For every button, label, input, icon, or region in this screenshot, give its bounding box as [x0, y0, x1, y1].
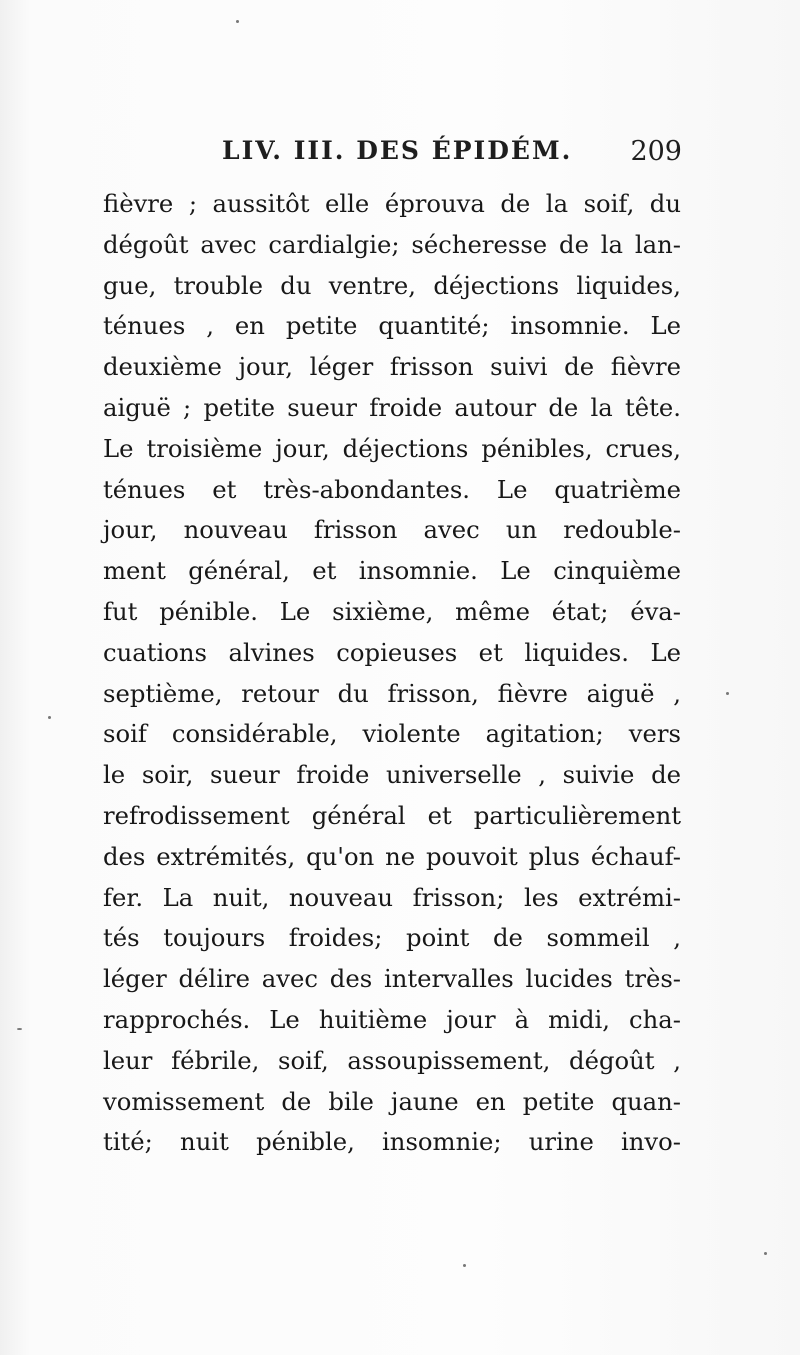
- text-line: cuations alvines copieuses et liquides. Le: [103, 637, 681, 667]
- text-line: aiguë ; petite sueur froide autour de la tête.: [103, 392, 681, 422]
- running-title: LIV. III. DES ÉPIDÉM.: [222, 136, 573, 165]
- text-line: fièvre ; aussitôt elle éprouva de la soif, du: [103, 189, 681, 218]
- page-number: 209: [630, 136, 682, 167]
- text-line: tité; nuit pénible, insomnie; urine invo-: [103, 1127, 681, 1157]
- paper-speck: [726, 692, 729, 695]
- text-line: ténues et très-abondantes. Le quatrième: [103, 474, 681, 504]
- text-line: le soir, sueur froide universelle , suivie de: [103, 760, 681, 790]
- paper-speck: [764, 1252, 767, 1255]
- text-line: ténues , en petite quantité; insomnie. Le: [103, 311, 681, 341]
- paper-speck: [463, 1264, 466, 1267]
- text-line: fer. La nuit, nouveau frisson; les extrémi-: [103, 882, 681, 912]
- text-line: deuxième jour, léger frisson suivi de fièvre: [103, 352, 681, 382]
- text-line: dégoût avec cardialgie; sécheresse de la lan-: [103, 229, 681, 259]
- text-line: refrodissement général et particulièrement: [103, 800, 681, 830]
- text-line: rapprochés. Le huitième jour à midi, cha-: [103, 1004, 681, 1034]
- text-line: jour, nouveau frisson avec un redouble-: [103, 515, 681, 545]
- text-line: ment général, et insomnie. Le cinquième: [103, 556, 681, 586]
- running-head: [222, 136, 682, 176]
- paper-speck: [236, 20, 239, 23]
- text-line: septième, retour du frisson, fièvre aiguë ,: [103, 678, 681, 708]
- text-line: gue, trouble du ventre, déjections liquides,: [103, 270, 681, 300]
- paper-speck: [17, 1028, 22, 1030]
- text-line: soif considérable, violente agitation; vers: [103, 719, 681, 749]
- text-line: fut pénible. Le sixième, même état; éva-: [103, 596, 681, 626]
- text-line: vomissement de bile jaune en petite quan-: [103, 1086, 681, 1116]
- text-line: tés toujours froides; point de sommeil ,: [103, 923, 681, 953]
- text-line: léger délire avec des intervalles lucides très-: [103, 964, 681, 994]
- body-text: [103, 184, 681, 1163]
- text-line: leur fébrile, soif, assoupissement, dégoût ,: [103, 1045, 681, 1075]
- text-line: des extrémités, qu'on ne pouvoit plus échauf-: [103, 841, 681, 871]
- text-line: Le troisième jour, déjections pénibles, crues,: [103, 433, 681, 463]
- paper-speck: [48, 716, 51, 719]
